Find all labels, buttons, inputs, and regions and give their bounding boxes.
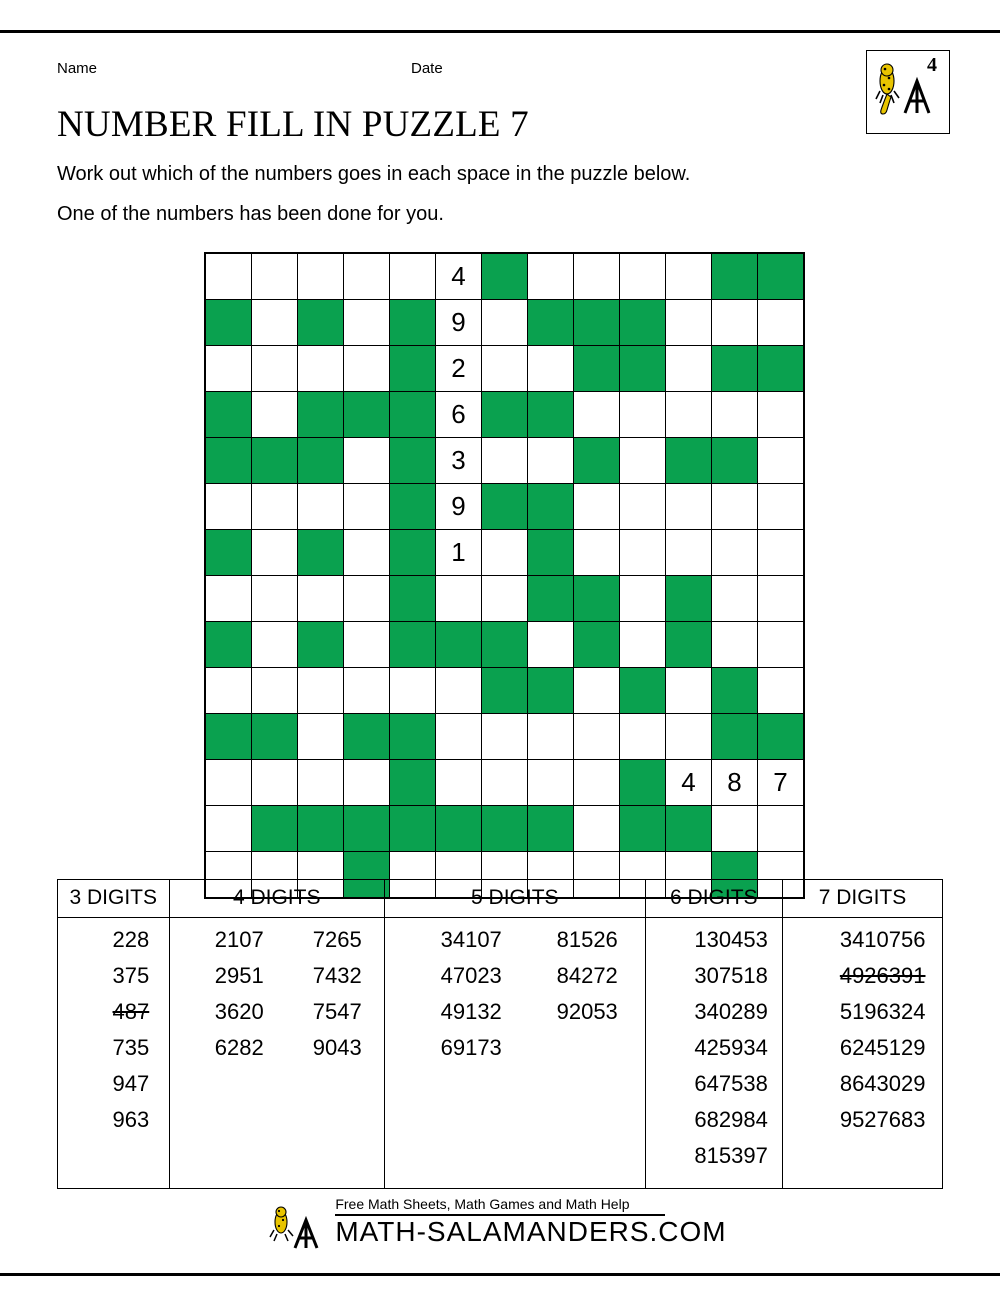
grid-cell-empty[interactable] xyxy=(252,253,298,300)
grid-row xyxy=(205,714,804,760)
grid-cell-empty[interactable] xyxy=(298,760,344,806)
grid-cell-empty[interactable] xyxy=(344,760,390,806)
salamander-logo-box xyxy=(866,50,950,134)
number-entry[interactable]: 647538 xyxy=(694,1071,768,1096)
grid-cell-block xyxy=(574,438,620,484)
wordlist-col-5 xyxy=(384,918,645,1189)
puzzle-grid-body xyxy=(205,253,804,898)
grid-cell-block xyxy=(620,300,666,346)
grid-cell-block xyxy=(758,253,805,300)
grid-cell-empty[interactable] xyxy=(482,346,528,392)
number-entry[interactable]: 947 xyxy=(112,1071,150,1096)
grid-cell-empty[interactable] xyxy=(436,668,482,714)
grid-cell-block xyxy=(712,346,758,392)
number-column xyxy=(192,922,264,1066)
grid-cell-block xyxy=(390,576,436,622)
grid-cell-empty[interactable] xyxy=(620,622,666,668)
grid-row xyxy=(205,346,804,392)
number-entry[interactable]: 130453 xyxy=(694,927,768,952)
grid-cell-empty[interactable] xyxy=(298,484,344,530)
grid-cell-block xyxy=(390,438,436,484)
number-entry[interactable]: 228 xyxy=(112,927,150,952)
grid-cell-empty[interactable] xyxy=(528,714,574,760)
salamander-logo-icon xyxy=(867,51,947,131)
grid-row xyxy=(205,760,804,806)
number-group xyxy=(58,922,169,1138)
grid-cell-empty[interactable] xyxy=(252,530,298,576)
number-entry[interactable]: 487 xyxy=(112,999,150,1024)
grid-cell-empty[interactable] xyxy=(666,253,712,300)
svg-text:4: 4 xyxy=(927,54,937,76)
grid-cell-block xyxy=(344,714,390,760)
grid-cell-block xyxy=(390,806,436,852)
grid-cell-empty[interactable] xyxy=(344,576,390,622)
word-list-table xyxy=(57,879,943,1189)
grid-cell-block xyxy=(390,760,436,806)
grid-cell-empty[interactable] xyxy=(712,392,758,438)
grid-cell-empty[interactable] xyxy=(574,392,620,438)
grid-cell-block xyxy=(436,622,482,668)
wordlist-header-3: 3 DIGITS xyxy=(58,880,170,918)
grid-cell-empty[interactable] xyxy=(252,622,298,668)
grid-cell-empty[interactable] xyxy=(436,760,482,806)
number-entry[interactable]: 9043 xyxy=(312,1035,362,1060)
grid-cell-empty[interactable] xyxy=(252,668,298,714)
grid-cell-empty[interactable] xyxy=(436,576,482,622)
grid-row xyxy=(205,622,804,668)
grid-cell-empty[interactable] xyxy=(758,392,805,438)
grid-cell-empty[interactable] xyxy=(574,484,620,530)
wordlist-col-6 xyxy=(645,918,782,1189)
grid-cell-empty[interactable] xyxy=(482,576,528,622)
grid-cell-block xyxy=(252,438,298,484)
footer xyxy=(0,1196,1000,1248)
grid-cell-empty[interactable] xyxy=(298,668,344,714)
grid-cell-empty[interactable] xyxy=(666,668,712,714)
bottom-divider xyxy=(0,1273,1000,1276)
number-group xyxy=(783,922,942,1138)
wordlist-header-7: 7 DIGITS xyxy=(782,880,942,918)
number-entry[interactable]: 47023 xyxy=(440,963,502,988)
grid-cell-empty[interactable] xyxy=(574,668,620,714)
number-entry[interactable]: 7265 xyxy=(312,927,362,952)
grid-cell-block xyxy=(666,576,712,622)
number-group xyxy=(646,922,782,1174)
grid-cell-empty[interactable] xyxy=(712,806,758,852)
grid-cell-block xyxy=(205,392,252,438)
grid-cell-filled[interactable]: 8 xyxy=(712,760,758,806)
grid-cell-block xyxy=(574,346,620,392)
grid-cell-empty[interactable] xyxy=(620,576,666,622)
grid-row xyxy=(205,576,804,622)
grid-cell-empty[interactable] xyxy=(482,300,528,346)
grid-cell-block xyxy=(205,714,252,760)
grid-cell-empty[interactable] xyxy=(344,253,390,300)
number-entry[interactable]: 3620 xyxy=(214,999,264,1024)
grid-cell-block xyxy=(528,484,574,530)
grid-cell-block xyxy=(252,714,298,760)
grid-cell-block xyxy=(344,392,390,438)
word-list-header-row xyxy=(58,880,943,918)
grid-cell-filled[interactable]: 3 xyxy=(436,438,482,484)
grid-cell-empty[interactable] xyxy=(666,530,712,576)
footer-tagline: Free Math Sheets, Math Games and Math Help xyxy=(335,1196,630,1212)
grid-cell-empty[interactable] xyxy=(205,668,252,714)
grid-cell-block xyxy=(298,806,344,852)
grid-cell-block xyxy=(390,714,436,760)
grid-cell-block xyxy=(620,806,666,852)
grid-cell-block xyxy=(390,622,436,668)
grid-cell-block xyxy=(712,253,758,300)
grid-cell-filled[interactable]: 2 xyxy=(436,346,482,392)
number-entry[interactable]: 340289 xyxy=(694,999,768,1024)
grid-cell-empty[interactable] xyxy=(344,484,390,530)
wordlist-col-7 xyxy=(782,918,942,1189)
grid-cell-empty[interactable] xyxy=(666,714,712,760)
grid-cell-block xyxy=(298,530,344,576)
grid-cell-filled[interactable]: 9 xyxy=(436,484,482,530)
grid-cell-empty[interactable] xyxy=(758,300,805,346)
grid-cell-empty[interactable] xyxy=(712,622,758,668)
number-entry[interactable]: 84272 xyxy=(556,963,618,988)
grid-cell-empty[interactable] xyxy=(666,346,712,392)
grid-cell-empty[interactable] xyxy=(758,530,805,576)
grid-cell-block xyxy=(390,392,436,438)
grid-cell-block xyxy=(574,622,620,668)
grid-cell-empty[interactable] xyxy=(298,253,344,300)
grid-cell-block xyxy=(436,806,482,852)
grid-cell-empty[interactable] xyxy=(528,438,574,484)
number-entry[interactable]: 9527683 xyxy=(839,1107,926,1132)
number-entry[interactable]: 375 xyxy=(112,963,150,988)
grid-cell-empty[interactable] xyxy=(482,438,528,484)
grid-cell-empty[interactable] xyxy=(758,576,805,622)
footer-inner xyxy=(273,1196,726,1248)
grid-cell-filled[interactable]: 7 xyxy=(758,760,805,806)
grid-cell-empty[interactable] xyxy=(205,760,252,806)
grid-cell-empty[interactable] xyxy=(712,484,758,530)
grid-cell-block xyxy=(666,622,712,668)
grid-cell-empty[interactable] xyxy=(666,300,712,346)
grid-cell-block xyxy=(712,668,758,714)
grid-cell-filled[interactable]: 4 xyxy=(436,253,482,300)
puzzle-grid[interactable] xyxy=(204,252,805,899)
grid-cell-block xyxy=(712,714,758,760)
grid-cell-filled[interactable]: 1 xyxy=(436,530,482,576)
number-entry[interactable]: 2107 xyxy=(214,927,264,952)
grid-cell-empty[interactable] xyxy=(205,253,252,300)
word-list-body xyxy=(58,918,943,1189)
number-entry[interactable]: 5196324 xyxy=(839,999,926,1024)
grid-cell-block xyxy=(205,438,252,484)
grid-cell-empty[interactable] xyxy=(436,714,482,760)
word-list-row xyxy=(58,918,943,1189)
grid-cell-empty[interactable] xyxy=(298,346,344,392)
grid-row xyxy=(205,484,804,530)
date-label: Date xyxy=(411,60,443,77)
grid-cell-empty[interactable] xyxy=(758,806,805,852)
grid-cell-empty[interactable] xyxy=(574,714,620,760)
grid-cell-block xyxy=(482,253,528,300)
number-entry[interactable]: 7547 xyxy=(312,999,362,1024)
grid-cell-empty[interactable] xyxy=(344,622,390,668)
grid-cell-empty[interactable] xyxy=(528,622,574,668)
grid-cell-empty[interactable] xyxy=(482,714,528,760)
number-entry[interactable]: 81526 xyxy=(556,927,618,952)
grid-cell-empty[interactable] xyxy=(482,760,528,806)
grid-cell-block xyxy=(528,392,574,438)
number-group xyxy=(385,922,645,1066)
page-title: NUMBER FILL IN PUZZLE 7 xyxy=(57,104,529,145)
grid-cell-block xyxy=(344,806,390,852)
grid-row xyxy=(205,668,804,714)
instruction-line-1: Work out which of the numbers goes in each space in the puzzle below. xyxy=(57,163,691,185)
grid-cell-block xyxy=(298,300,344,346)
grid-cell-block xyxy=(620,668,666,714)
grid-cell-block xyxy=(482,484,528,530)
grid-cell-block xyxy=(205,622,252,668)
grid-cell-empty[interactable] xyxy=(712,576,758,622)
grid-cell-empty[interactable] xyxy=(252,300,298,346)
grid-cell-empty[interactable] xyxy=(390,668,436,714)
grid-cell-empty[interactable] xyxy=(574,760,620,806)
grid-cell-block xyxy=(528,530,574,576)
grid-cell-empty[interactable] xyxy=(620,438,666,484)
grid-cell-empty[interactable] xyxy=(344,438,390,484)
grid-cell-block xyxy=(298,392,344,438)
wordlist-header-5: 5 DIGITS xyxy=(384,880,645,918)
grid-cell-empty[interactable] xyxy=(758,438,805,484)
number-column xyxy=(290,922,362,1066)
grid-cell-empty[interactable] xyxy=(298,714,344,760)
number-entry[interactable]: 6282 xyxy=(214,1035,264,1060)
number-entry[interactable]: 7432 xyxy=(312,963,362,988)
number-column xyxy=(412,922,502,1066)
grid-cell-empty[interactable] xyxy=(252,576,298,622)
grid-row xyxy=(205,253,804,300)
grid-cell-empty[interactable] xyxy=(666,484,712,530)
wordlist-header-6: 6 DIGITS xyxy=(645,880,782,918)
wordlist-col-4 xyxy=(169,918,384,1189)
grid-cell-empty[interactable] xyxy=(712,300,758,346)
number-column xyxy=(77,922,149,1138)
grid-cell-empty[interactable] xyxy=(574,806,620,852)
number-entry[interactable]: 682984 xyxy=(694,1107,768,1132)
grid-row xyxy=(205,530,804,576)
grid-cell-block xyxy=(620,346,666,392)
grid-cell-block xyxy=(528,806,574,852)
grid-cell-block xyxy=(574,576,620,622)
grid-cell-empty[interactable] xyxy=(712,530,758,576)
number-entry[interactable]: 8643029 xyxy=(839,1071,926,1096)
grid-cell-empty[interactable] xyxy=(344,300,390,346)
grid-cell-filled[interactable]: 6 xyxy=(436,392,482,438)
grid-cell-block xyxy=(390,484,436,530)
instruction-line-2: One of the numbers has been done for you. xyxy=(57,203,444,225)
number-entry[interactable]: 4926391 xyxy=(839,963,926,988)
grid-cell-block xyxy=(390,530,436,576)
number-column xyxy=(660,922,768,1174)
grid-cell-block xyxy=(712,438,758,484)
grid-cell-block xyxy=(620,760,666,806)
number-entry[interactable]: 815397 xyxy=(694,1143,768,1168)
grid-cell-block xyxy=(252,806,298,852)
number-entry[interactable]: 92053 xyxy=(556,999,618,1024)
grid-cell-block xyxy=(205,300,252,346)
number-entry[interactable]: 425934 xyxy=(694,1035,768,1060)
grid-cell-empty[interactable] xyxy=(758,484,805,530)
grid-cell-empty[interactable] xyxy=(252,760,298,806)
number-entry[interactable]: 3410756 xyxy=(839,927,926,952)
grid-row xyxy=(205,300,804,346)
grid-cell-empty[interactable] xyxy=(252,484,298,530)
grid-cell-filled[interactable]: 9 xyxy=(436,300,482,346)
grid-cell-empty[interactable] xyxy=(620,484,666,530)
grid-cell-empty[interactable] xyxy=(205,484,252,530)
grid-cell-empty[interactable] xyxy=(205,346,252,392)
grid-cell-empty[interactable] xyxy=(620,253,666,300)
name-label: Name xyxy=(57,60,98,77)
grid-cell-block xyxy=(528,668,574,714)
grid-cell-block xyxy=(482,806,528,852)
grid-cell-empty[interactable] xyxy=(528,346,574,392)
grid-cell-empty[interactable] xyxy=(344,668,390,714)
number-column xyxy=(799,922,925,1138)
number-entry[interactable]: 307518 xyxy=(694,963,768,988)
number-group xyxy=(170,922,384,1066)
grid-cell-empty[interactable] xyxy=(298,576,344,622)
grid-cell-empty[interactable] xyxy=(390,253,436,300)
wordlist-header-4: 4 DIGITS xyxy=(169,880,384,918)
grid-cell-empty[interactable] xyxy=(758,622,805,668)
grid-cell-empty[interactable] xyxy=(666,392,712,438)
grid-cell-empty[interactable] xyxy=(205,576,252,622)
number-entry[interactable]: 69173 xyxy=(440,1035,502,1060)
grid-cell-empty[interactable] xyxy=(252,392,298,438)
salamander-footer-icon xyxy=(263,1198,323,1254)
number-entry[interactable]: 735 xyxy=(112,1035,150,1060)
grid-cell-filled[interactable]: 4 xyxy=(666,760,712,806)
grid-cell-empty[interactable] xyxy=(758,668,805,714)
number-entry[interactable]: 49132 xyxy=(440,999,502,1024)
grid-cell-empty[interactable] xyxy=(574,253,620,300)
grid-cell-block xyxy=(666,806,712,852)
number-column xyxy=(528,922,618,1066)
grid-cell-empty[interactable] xyxy=(620,530,666,576)
number-entry[interactable]: 6245129 xyxy=(839,1035,926,1060)
grid-cell-block xyxy=(482,668,528,714)
grid-cell-block xyxy=(390,346,436,392)
grid-cell-block xyxy=(482,392,528,438)
grid-cell-block xyxy=(298,622,344,668)
grid-cell-block xyxy=(758,346,805,392)
grid-cell-block xyxy=(298,438,344,484)
grid-cell-block xyxy=(528,300,574,346)
grid-cell-block xyxy=(758,714,805,760)
top-divider xyxy=(0,30,1000,33)
grid-cell-empty[interactable] xyxy=(620,714,666,760)
word-list-header xyxy=(58,880,943,918)
grid-cell-empty[interactable] xyxy=(528,760,574,806)
wordlist-col-3 xyxy=(58,918,170,1189)
grid-cell-block xyxy=(666,438,712,484)
grid-row xyxy=(205,438,804,484)
number-entry[interactable]: 34107 xyxy=(440,927,502,952)
number-entry[interactable]: 2951 xyxy=(214,963,264,988)
number-entry[interactable]: 963 xyxy=(112,1107,150,1132)
grid-cell-block xyxy=(574,300,620,346)
grid-cell-empty[interactable] xyxy=(574,530,620,576)
grid-cell-empty[interactable] xyxy=(482,530,528,576)
grid-cell-block xyxy=(482,622,528,668)
grid-cell-block xyxy=(528,576,574,622)
grid-row xyxy=(205,392,804,438)
grid-cell-empty[interactable] xyxy=(205,806,252,852)
grid-cell-empty[interactable] xyxy=(344,530,390,576)
grid-cell-block xyxy=(205,530,252,576)
grid-cell-block xyxy=(390,300,436,346)
grid-cell-empty[interactable] xyxy=(620,392,666,438)
grid-row xyxy=(205,806,804,852)
grid-cell-empty[interactable] xyxy=(344,346,390,392)
grid-cell-empty[interactable] xyxy=(252,346,298,392)
grid-cell-empty[interactable] xyxy=(528,253,574,300)
footer-brand[interactable]: MATH-SALAMANDERS.COM xyxy=(335,1216,727,1247)
